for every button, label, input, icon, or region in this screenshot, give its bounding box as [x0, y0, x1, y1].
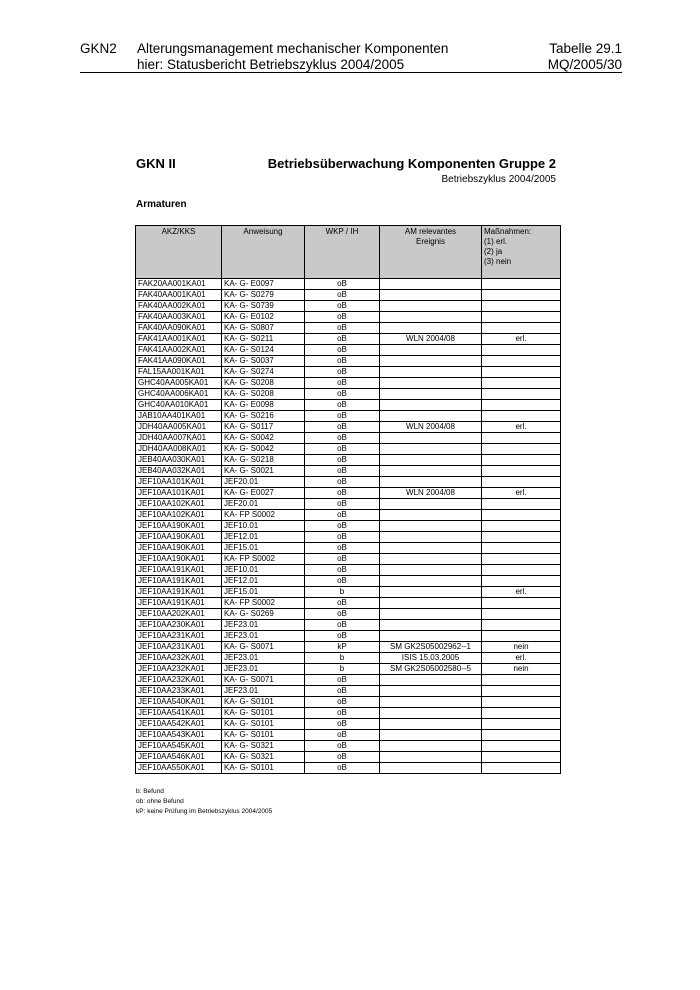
cell-akz: JEF10AA190KA01	[136, 554, 222, 565]
cell-anweisung: JEF10.01	[222, 521, 305, 532]
cell-measures	[482, 290, 561, 301]
cell-am-event	[380, 444, 482, 455]
cell-wkp: oB	[305, 675, 380, 686]
cell-wkp: b	[305, 653, 380, 664]
cell-am-event	[380, 290, 482, 301]
cell-am-event: SM GK2S05002962--1	[380, 642, 482, 653]
table-row	[136, 719, 561, 730]
cell-am-event	[380, 378, 482, 389]
table-row	[136, 345, 561, 356]
cell-anweisung: JEF23.01	[222, 653, 305, 664]
cell-akz: FAK41AA002KA01	[136, 345, 222, 356]
cell-wkp: oB	[305, 433, 380, 444]
table-row	[136, 433, 561, 444]
cell-anweisung: KA- G- S0071	[222, 675, 305, 686]
cell-measures	[482, 367, 561, 378]
cell-wkp: oB	[305, 279, 380, 290]
cell-wkp: b	[305, 664, 380, 675]
cell-akz: JEF10AA233KA01	[136, 686, 222, 697]
cell-measures	[482, 708, 561, 719]
cell-anweisung: KA- G- S0037	[222, 356, 305, 367]
measures-header-line: Maßnahmen:	[484, 227, 532, 236]
cell-wkp: oB	[305, 510, 380, 521]
cell-anweisung: KA- FP S0002	[222, 554, 305, 565]
cell-measures	[482, 510, 561, 521]
cell-am-event: WLN 2004/08	[380, 488, 482, 499]
column-header-measures	[482, 226, 561, 279]
table-row	[136, 609, 561, 620]
cell-anweisung: JEF23.01	[222, 664, 305, 675]
table-row	[136, 730, 561, 741]
cell-am-event	[380, 389, 482, 400]
cell-am-event	[380, 543, 482, 554]
cell-am-event	[380, 730, 482, 741]
cell-measures	[482, 499, 561, 510]
cell-measures	[482, 686, 561, 697]
cell-akz: FAK41AA001KA01	[136, 334, 222, 345]
cell-measures	[482, 752, 561, 763]
header-subtitle: hier: Statusbericht Betriebszyklus 2004/2005	[137, 57, 405, 72]
cell-am-event	[380, 411, 482, 422]
cell-anweisung: KA- G- E0097	[222, 279, 305, 290]
cell-anweisung: JEF20.01	[222, 477, 305, 488]
document-title: Betriebsüberwachung Komponenten Gruppe 2	[267, 156, 556, 171]
cell-wkp: oB	[305, 631, 380, 642]
cell-wkp: oB	[305, 290, 380, 301]
cell-wkp: oB	[305, 543, 380, 554]
cell-wkp: oB	[305, 565, 380, 576]
cell-am-event	[380, 741, 482, 752]
table-row	[136, 389, 561, 400]
table-row	[136, 598, 561, 609]
cell-anweisung: KA- FP S0002	[222, 598, 305, 609]
cell-am-event	[380, 697, 482, 708]
components-table	[135, 225, 561, 774]
cell-anweisung: KA- G- S0269	[222, 609, 305, 620]
cell-am-event	[380, 323, 482, 334]
cell-akz: JEF10AA545KA01	[136, 741, 222, 752]
cell-am-event	[380, 719, 482, 730]
cell-akz: JEF10AA230KA01	[136, 620, 222, 631]
cell-wkp: b	[305, 587, 380, 598]
cell-wkp: oB	[305, 334, 380, 345]
cell-am-event	[380, 499, 482, 510]
cell-am-event: ISIS 15.03.2005	[380, 653, 482, 664]
cell-anweisung: KA- G- S0216	[222, 411, 305, 422]
table-row	[136, 301, 561, 312]
cell-akz: JEF10AA543KA01	[136, 730, 222, 741]
cell-akz: JEF10AA190KA01	[136, 521, 222, 532]
table-body	[136, 279, 561, 774]
cell-anweisung: KA- FP S0002	[222, 510, 305, 521]
cell-measures	[482, 356, 561, 367]
table-row	[136, 752, 561, 763]
cell-akz: JEF10AA232KA01	[136, 675, 222, 686]
cell-akz: GHC40AA010KA01	[136, 400, 222, 411]
cell-measures	[482, 565, 561, 576]
cell-measures	[482, 411, 561, 422]
cell-measures	[482, 609, 561, 620]
table-row	[136, 697, 561, 708]
cell-wkp: oB	[305, 730, 380, 741]
table-header-row	[136, 226, 561, 279]
cell-akz: JEB40AA032KA01	[136, 466, 222, 477]
cell-measures	[482, 521, 561, 532]
cell-akz: JDH40AA005KA01	[136, 422, 222, 433]
cell-anweisung: KA- G- S0321	[222, 741, 305, 752]
column-header-wkp: WKP / IH	[305, 226, 380, 279]
cell-anweisung: JEF10.01	[222, 565, 305, 576]
cell-measures: erl.	[482, 653, 561, 664]
cell-am-event	[380, 620, 482, 631]
cell-wkp: oB	[305, 422, 380, 433]
header-table-number: Tabelle 29.1	[549, 41, 622, 56]
cell-measures	[482, 279, 561, 290]
cell-wkp: oB	[305, 411, 380, 422]
table-row	[136, 367, 561, 378]
measures-header-line: (3) nein	[484, 257, 512, 266]
cell-am-event	[380, 521, 482, 532]
cell-akz: JEF10AA540KA01	[136, 697, 222, 708]
cell-wkp: oB	[305, 301, 380, 312]
cell-wkp: oB	[305, 499, 380, 510]
table-row	[136, 279, 561, 290]
cell-wkp: kP	[305, 642, 380, 653]
table-row	[136, 422, 561, 433]
table-row	[136, 763, 561, 774]
cell-akz: JEF10AA232KA01	[136, 664, 222, 675]
cell-am-event	[380, 367, 482, 378]
table-row	[136, 378, 561, 389]
table-row	[136, 455, 561, 466]
cell-am-event	[380, 279, 482, 290]
cell-am-event	[380, 587, 482, 598]
cell-measures	[482, 345, 561, 356]
table-row	[136, 411, 561, 422]
cell-am-event	[380, 609, 482, 620]
cell-am-event: SM GK2S05002580--5	[380, 664, 482, 675]
cell-anweisung: KA- G- S0279	[222, 290, 305, 301]
cell-measures	[482, 620, 561, 631]
cell-measures	[482, 598, 561, 609]
cell-am-event	[380, 576, 482, 587]
cell-anweisung: JEF23.01	[222, 620, 305, 631]
table-row	[136, 554, 561, 565]
cell-am-event	[380, 532, 482, 543]
cell-measures	[482, 543, 561, 554]
cell-measures	[482, 455, 561, 466]
cell-anweisung: KA- G- S0101	[222, 708, 305, 719]
cell-akz: JDH40AA008KA01	[136, 444, 222, 455]
cell-wkp: oB	[305, 554, 380, 565]
cell-measures	[482, 763, 561, 774]
am-header-line: Ereignis	[416, 237, 445, 246]
cell-akz: FAK40AA002KA01	[136, 301, 222, 312]
cell-wkp: oB	[305, 400, 380, 411]
cell-am-event	[380, 686, 482, 697]
cell-anweisung: KA- G- S0739	[222, 301, 305, 312]
cell-measures	[482, 301, 561, 312]
cell-measures: nein	[482, 642, 561, 653]
cell-akz: JEF10AA550KA01	[136, 763, 222, 774]
cell-akz: JEB40AA030KA01	[136, 455, 222, 466]
cell-akz: JEF10AA191KA01	[136, 576, 222, 587]
cell-am-event	[380, 455, 482, 466]
cell-wkp: oB	[305, 323, 380, 334]
cell-measures: erl.	[482, 587, 561, 598]
table-row	[136, 466, 561, 477]
cell-measures	[482, 697, 561, 708]
cell-akz: JEF10AA101KA01	[136, 488, 222, 499]
cell-anweisung: KA- G- E0102	[222, 312, 305, 323]
legend-item: kP: keine Prüfung im Betriebszyklus 2004/2005	[136, 808, 273, 815]
cell-wkp: oB	[305, 488, 380, 499]
measures-header-line: (2) ja	[484, 247, 503, 256]
cell-anweisung: KA- G- S0042	[222, 444, 305, 455]
cell-wkp: oB	[305, 477, 380, 488]
cell-akz: JEF10AA541KA01	[136, 708, 222, 719]
cell-am-event	[380, 565, 482, 576]
am-header-line: AM relevantes	[404, 227, 457, 236]
cell-akz: JEF10AA101KA01	[136, 477, 222, 488]
cell-measures	[482, 631, 561, 642]
table-row	[136, 521, 561, 532]
cell-wkp: oB	[305, 312, 380, 323]
cell-measures	[482, 719, 561, 730]
cell-anweisung: JEF15.01	[222, 587, 305, 598]
cell-anweisung: KA- G- S0274	[222, 367, 305, 378]
cell-akz: GHC40AA005KA01	[136, 378, 222, 389]
cell-measures	[482, 741, 561, 752]
cell-wkp: oB	[305, 620, 380, 631]
measures-header-line: (1) erl.	[484, 237, 508, 246]
cell-measures	[482, 323, 561, 334]
header-title: Alterungsmanagement mechanischer Komponenten	[137, 41, 449, 56]
column-header-anweisung: Anweisung	[222, 226, 305, 279]
cell-anweisung: KA- G- S0042	[222, 433, 305, 444]
cell-akz: FAK41AA090KA01	[136, 356, 222, 367]
table-row	[136, 510, 561, 521]
cell-akz: FAK40AA090KA01	[136, 323, 222, 334]
cell-wkp: oB	[305, 345, 380, 356]
cell-anweisung: JEF23.01	[222, 686, 305, 697]
cell-anweisung: JEF12.01	[222, 576, 305, 587]
cell-measures: erl.	[482, 422, 561, 433]
cell-measures	[482, 477, 561, 488]
cell-measures: erl.	[482, 334, 561, 345]
table-row	[136, 477, 561, 488]
cell-wkp: oB	[305, 521, 380, 532]
cell-anweisung: JEF15.01	[222, 543, 305, 554]
cell-akz: JEF10AA231KA01	[136, 631, 222, 642]
legend-item: ob: ohne Befund	[136, 798, 184, 805]
cell-am-event	[380, 466, 482, 477]
cell-akz: GHC40AA006KA01	[136, 389, 222, 400]
cell-measures	[482, 730, 561, 741]
cell-anweisung: KA- G- S0101	[222, 730, 305, 741]
cell-wkp: oB	[305, 532, 380, 543]
cell-wkp: oB	[305, 763, 380, 774]
table-row	[136, 576, 561, 587]
cell-anweisung: KA- G- S0211	[222, 334, 305, 345]
cell-measures	[482, 576, 561, 587]
column-header-akz: AKZ/KKS	[136, 226, 222, 279]
table-row	[136, 290, 561, 301]
cell-anweisung: KA- G- S0021	[222, 466, 305, 477]
cell-anweisung: KA- G- S0321	[222, 752, 305, 763]
cell-akz: JEF10AA231KA01	[136, 642, 222, 653]
cell-measures	[482, 433, 561, 444]
table-row	[136, 631, 561, 642]
cell-measures	[482, 532, 561, 543]
table-row	[136, 312, 561, 323]
cell-wkp: oB	[305, 378, 380, 389]
cell-wkp: oB	[305, 598, 380, 609]
header-plant: GKN2	[80, 41, 117, 56]
table-row	[136, 543, 561, 554]
table-row	[136, 675, 561, 686]
table-row	[136, 620, 561, 631]
cell-anweisung: KA- G- E0027	[222, 488, 305, 499]
cell-anweisung: KA- G- S0101	[222, 763, 305, 774]
cell-am-event	[380, 312, 482, 323]
cell-am-event	[380, 356, 482, 367]
cell-measures	[482, 675, 561, 686]
cell-anweisung: KA- G- E0098	[222, 400, 305, 411]
page-header	[80, 40, 622, 73]
column-header-am-event	[380, 226, 482, 279]
cell-measures	[482, 444, 561, 455]
document-cycle: Betriebszyklus 2004/2005	[441, 174, 556, 185]
cell-am-event	[380, 675, 482, 686]
cell-akz: JAB10AA401KA01	[136, 411, 222, 422]
cell-wkp: oB	[305, 444, 380, 455]
cell-am-event	[380, 400, 482, 411]
cell-measures	[482, 378, 561, 389]
cell-wkp: oB	[305, 708, 380, 719]
table-row	[136, 532, 561, 543]
cell-anweisung: JEF20.01	[222, 499, 305, 510]
document-plant: GKN II	[136, 156, 176, 171]
cell-akz: JEF10AA546KA01	[136, 752, 222, 763]
legend	[136, 787, 272, 817]
cell-akz: FAL15AA001KA01	[136, 367, 222, 378]
header-reference: MQ/2005/30	[547, 57, 622, 72]
cell-wkp: oB	[305, 356, 380, 367]
cell-am-event	[380, 554, 482, 565]
table-row	[136, 488, 561, 499]
table-row	[136, 400, 561, 411]
cell-measures	[482, 389, 561, 400]
cell-wkp: oB	[305, 389, 380, 400]
cell-wkp: oB	[305, 367, 380, 378]
table-row	[136, 741, 561, 752]
cell-akz: JEF10AA191KA01	[136, 598, 222, 609]
table-row	[136, 334, 561, 345]
table-row	[136, 653, 561, 664]
cell-wkp: oB	[305, 609, 380, 620]
cell-akz: JEF10AA191KA01	[136, 587, 222, 598]
cell-measures	[482, 554, 561, 565]
cell-anweisung: KA- G- S0117	[222, 422, 305, 433]
cell-wkp: oB	[305, 719, 380, 730]
table-row	[136, 499, 561, 510]
cell-am-event	[380, 510, 482, 521]
table-row	[136, 587, 561, 598]
cell-measures: erl.	[482, 488, 561, 499]
cell-akz: JDH40AA007KA01	[136, 433, 222, 444]
table-row	[136, 444, 561, 455]
cell-am-event: WLN 2004/08	[380, 334, 482, 345]
table-row	[136, 565, 561, 576]
legend-item: b: Befund	[136, 788, 164, 795]
section-title: Armaturen	[136, 199, 187, 210]
cell-am-event	[380, 708, 482, 719]
cell-anweisung: KA- G- S0208	[222, 378, 305, 389]
cell-anweisung: JEF12.01	[222, 532, 305, 543]
cell-akz: JEF10AA102KA01	[136, 510, 222, 521]
cell-akz: JEF10AA202KA01	[136, 609, 222, 620]
cell-akz: JEF10AA190KA01	[136, 532, 222, 543]
cell-akz: JEF10AA191KA01	[136, 565, 222, 576]
cell-am-event	[380, 345, 482, 356]
cell-wkp: oB	[305, 576, 380, 587]
cell-wkp: oB	[305, 752, 380, 763]
table-row	[136, 686, 561, 697]
cell-akz: FAK40AA001KA01	[136, 290, 222, 301]
cell-measures	[482, 312, 561, 323]
cell-akz: FAK20AA001KA01	[136, 279, 222, 290]
cell-measures	[482, 466, 561, 477]
cell-anweisung: KA- G- S0807	[222, 323, 305, 334]
table-row	[136, 323, 561, 334]
cell-anweisung: KA- G- S0101	[222, 697, 305, 708]
cell-anweisung: KA- G- S0208	[222, 389, 305, 400]
table-row	[136, 356, 561, 367]
cell-measures	[482, 400, 561, 411]
cell-am-event	[380, 631, 482, 642]
table-row	[136, 708, 561, 719]
cell-am-event	[380, 763, 482, 774]
cell-akz: JEF10AA190KA01	[136, 543, 222, 554]
cell-anweisung: KA- G- S0124	[222, 345, 305, 356]
table-row	[136, 642, 561, 653]
cell-anweisung: KA- G- S0101	[222, 719, 305, 730]
cell-akz: JEF10AA102KA01	[136, 499, 222, 510]
cell-am-event	[380, 752, 482, 763]
cell-wkp: oB	[305, 455, 380, 466]
cell-measures: nein	[482, 664, 561, 675]
cell-anweisung: KA- G- S0071	[222, 642, 305, 653]
cell-am-event	[380, 598, 482, 609]
cell-am-event	[380, 301, 482, 312]
table-row	[136, 664, 561, 675]
cell-anweisung: KA- G- S0218	[222, 455, 305, 466]
cell-am-event	[380, 477, 482, 488]
cell-akz: JEF10AA232KA01	[136, 653, 222, 664]
cell-wkp: oB	[305, 741, 380, 752]
cell-akz: FAK40AA003KA01	[136, 312, 222, 323]
cell-wkp: oB	[305, 697, 380, 708]
cell-wkp: oB	[305, 686, 380, 697]
cell-am-event: WLN 2004/08	[380, 422, 482, 433]
cell-am-event	[380, 433, 482, 444]
cell-akz: JEF10AA542KA01	[136, 719, 222, 730]
cell-anweisung: JEF23.01	[222, 631, 305, 642]
cell-wkp: oB	[305, 466, 380, 477]
